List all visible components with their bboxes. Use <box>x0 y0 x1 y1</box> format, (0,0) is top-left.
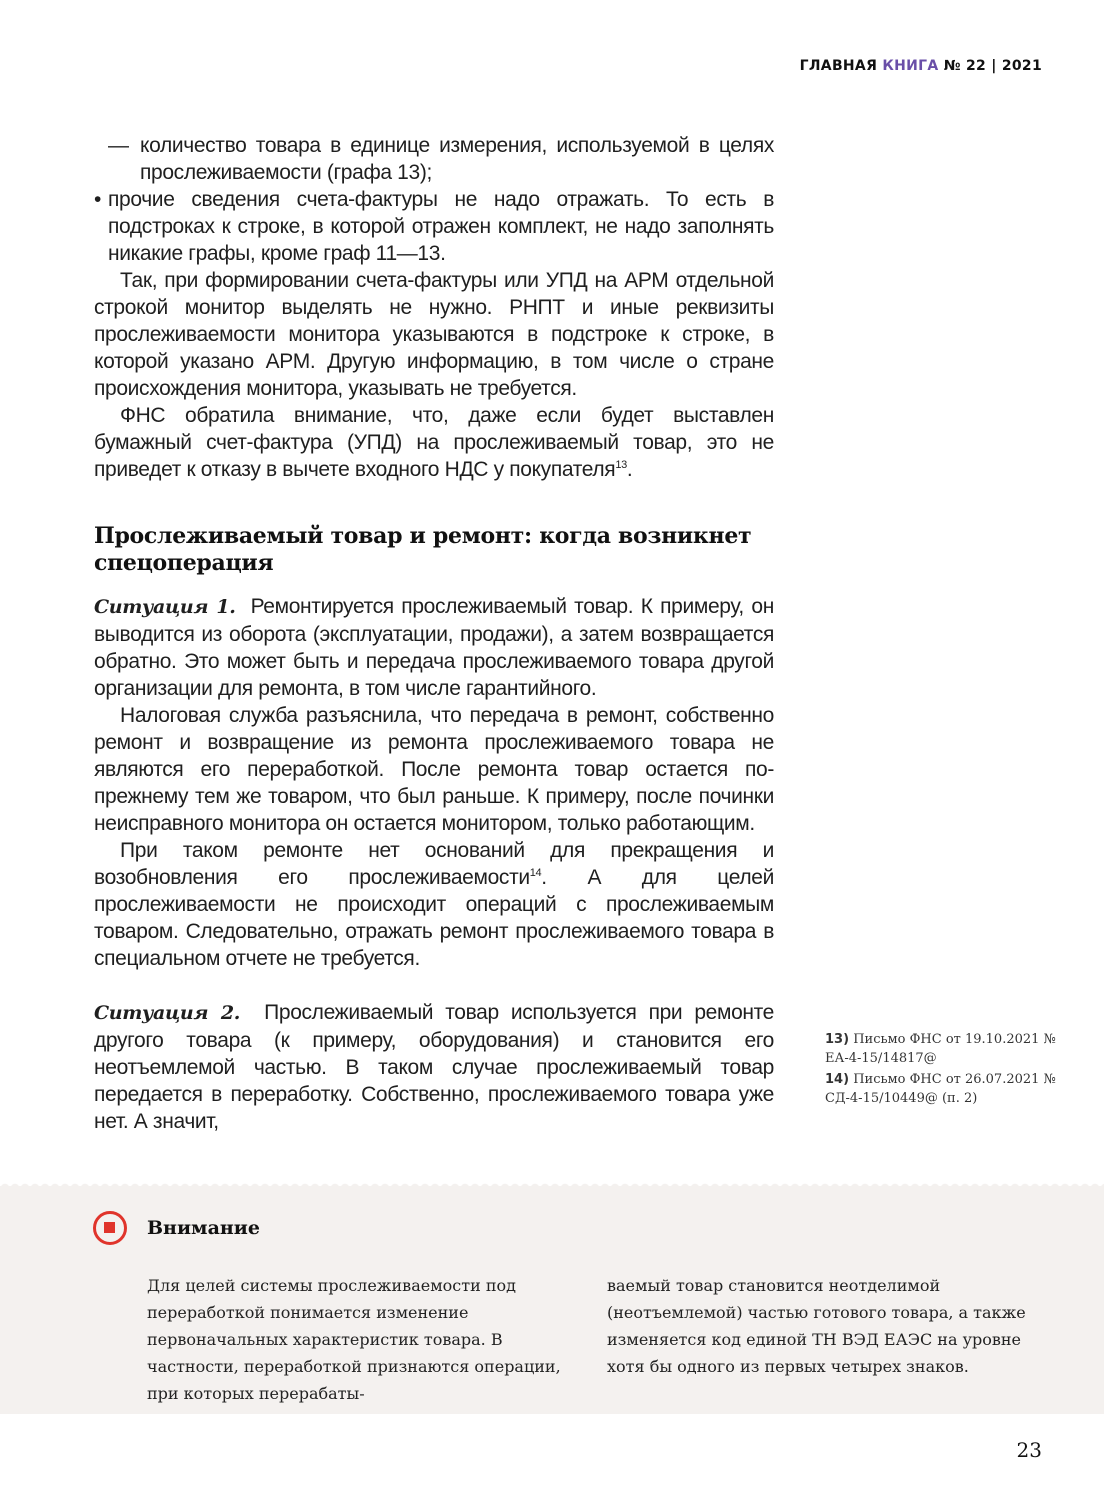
situation-2: Ситуация 2. Прослеживаемый товар используется при ремонте другого товара (к примеру, оборудования) и становится его неотъемлемой частью. В таком случае прослеживаемый товар передается в переработку. Собственно, прослеживаемого товара уже нет. А значит, <box>94 1001 775 1133</box>
bullet-marker: • <box>94 188 102 211</box>
callout-text-col1: Для целей системы прослеживаемости под переработкой понимается изменение первоначальных характеристик товара. В частности, переработкой признаются операции, при которых перерабаты- <box>147 1276 561 1403</box>
situation-label: Ситуация 2. <box>94 1002 241 1024</box>
attention-callout <box>0 1186 1104 1414</box>
page-number: 23 <box>1016 1438 1042 1462</box>
footnote-ref[interactable]: 14 <box>529 867 542 879</box>
paragraph: ФНС обратила внимание, что, даже если будет выставлен бумажный счет-фактура (УПД) на прослеживаемый товар, это не приведет к отказу в вычете входного НДС у покупателя$^{13}$. <box>94 404 774 481</box>
paragraph: При таком ремонте нет оснований для прекращения и возобновления его прослеживаемости$^{14}$. А для целей прослеживаемости не происходит операций с прослеживаемым товаром. Следовательно, отражать ремонт прослеживаемого товара в специальном отчете не требуется. <box>94 839 774 970</box>
list-item: — количество товара в единице измерения, используемой в целях прослеживаемости (графа 13); <box>108 134 774 184</box>
section-heading: Прослеживаемый товар и ремонт: когда возникнет спецоперация <box>94 523 752 576</box>
running-header <box>800 58 1042 74</box>
situation-1: Ситуация 1. Ремонтируется прослеживаемый товар. К примеру, он выводится из оборота (эксплуатации, продажи), а затем возвращается обратно. Это может быть и передача прослеживаемого товара другой организации для ремонта, в том числе гарантийного. <box>94 595 775 700</box>
footnote-ref[interactable]: 13 <box>615 459 627 471</box>
footnote: 13) Письмо ФНС от 19.10.2021 № ЕА-4-15/14817@ <box>825 1032 1056 1066</box>
footnotes <box>825 1030 1065 1110</box>
footnote: 14) Письмо ФНС от 26.07.2021 № СД-4-15/10449@ (п. 2) <box>825 1072 1056 1106</box>
callout-title: Внимание <box>147 1217 260 1239</box>
stop-icon <box>93 1211 127 1245</box>
paragraph: Налоговая служба разъяснила, что передача в ремонт, собственно ремонт и возвращение из ремонта прослеживаемого товара не являются его переработкой. После ремонта товар остается по-прежнему тем же товаром, что был раньше. К примеру, после починки неисправного монитора он остается монитором, только работающим. <box>94 704 774 835</box>
paragraph: Так, при формировании счета-фактуры или УПД на АРМ отдельной строкой монитор выделять не нужно. РНПТ и иные реквизиты прослеживаемости монитора указываются в подстроке к строке, в которой указано АРМ. Другую информацию, в том числе о стране происхождения монитора, указывать не требуется. <box>94 269 774 400</box>
main-column <box>94 132 774 1135</box>
dash-marker: — <box>108 134 129 157</box>
situation-label: Ситуация 1. <box>94 596 236 618</box>
brand-part2: КНИГА <box>882 58 939 74</box>
callout-text-col2: ваемый товар становится неотделимой (неотъемлемой) частью готового товара, а также изменяется код единой ТН ВЭД ЕАЭС на уровне хотя бы одного из первых четырех знаков. <box>607 1276 1026 1376</box>
issue-number: № 22 | 2021 <box>943 58 1042 74</box>
list-item: • прочие сведения счета-фактуры не надо отражать. То есть в подстроках к строке, в которой отражен комплект, не надо заполнять никакие графы, кроме граф 11—13. <box>94 188 774 265</box>
brand-part1: ГЛАВНАЯ <box>799 58 878 74</box>
